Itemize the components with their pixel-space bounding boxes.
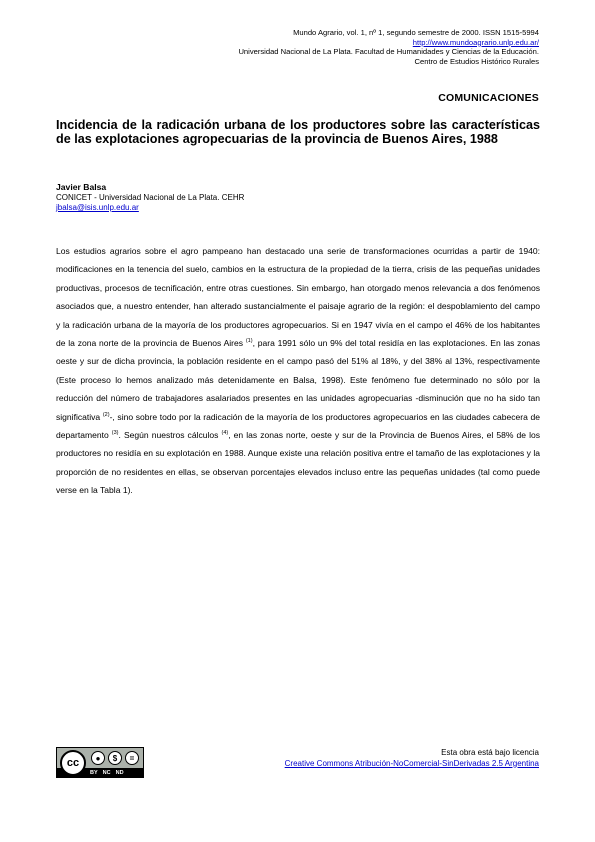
author-name: Javier Balsa [56, 182, 107, 192]
license-notice [285, 748, 539, 769]
cc-condition-icons [91, 751, 139, 765]
author-block [56, 182, 456, 214]
article-title: Incidencia de la radicación urbana de los productores sobre las características de las explotaciones agropecuarias de la provincia de Buenos Aires, 1988 [56, 118, 540, 147]
noncommercial-icon: $ [108, 751, 122, 765]
noderivatives-icon: = [125, 751, 139, 765]
footnote-ref[interactable]: (4) [221, 430, 229, 437]
body-paragraph [56, 242, 540, 500]
footnote-ref[interactable]: (1) [245, 338, 253, 345]
journal-citation: Mundo Agrario, vol. 1, nº 1, segundo semestre de 2000. ISSN 1515-5994 [293, 28, 539, 37]
center-line: Centro de Estudios Histórico Rurales [414, 56, 539, 66]
journal-url-link[interactable]: http://www.mundoagrario.unlp.edu.ar/ [412, 37, 539, 47]
body-text-part: Los estudios agrarios sobre el agro pampeano han destacado una serie de transformaciones ocurridas a partir de 1940: modificaciones en la tenencia del suelo, cambios en la estructura de la propiedad de la tierra, crisis de las pequeñas unidades productivas, procesos de tecnificación, entre otras cuestiones. Sin embargo, han otorgado menos relevancia a dos fenómenos asociados que, a nuestro entender, han alterado sustancialmente el paisaje agrario de la región: el despoblamiento del campo y la radicación urbana de la mayoría de los productores agropecuarios. Si en 1947 vivía en el campo el 46% de los habitantes de la zona norte de la provincia de Buenos Aires [56, 246, 540, 349]
section-label: COMUNICACIONES [438, 92, 539, 104]
author-email-link[interactable]: jbalsa@isis.unlp.edu.ar [56, 203, 139, 212]
journal-header [59, 28, 539, 66]
cc-tag-nc: NC [102, 770, 111, 776]
footnote-ref[interactable]: (3) [111, 430, 119, 437]
body-text-part: , para 1991 sólo un 9% del total residía en las explotaciones. En las zonas oeste y sur de dicha provincia, la población residente en el campo pasó del 51% al 18%, y del 38% al 13%, respectivamente (Este proceso lo hemos analizado más detenidamente en Balsa, 1998). Este fenómeno fue determinado no sólo por la reducción del número de trabajadores asalariados presentes en las unidades agropecuarias -disminución que no ha sido tan significativa [56, 338, 540, 422]
cc-tag-nd: ND [115, 770, 124, 776]
institution-line: Universidad Nacional de La Plata. Facultad de Humanidades y Ciencias de la Educación. [238, 47, 539, 57]
author-affiliation: CONICET - Universidad Nacional de La Plata. CEHR [56, 192, 245, 202]
cc-tags [90, 770, 124, 776]
cc-license-badge[interactable] [56, 747, 144, 778]
cc-icon: cc [60, 750, 86, 776]
attribution-person-icon: ● [91, 751, 105, 765]
body-text-part: -, sino sobre todo por la radicación de la mayoría de los productores agropecuarios en las ciudades cabecera de departamento [56, 411, 540, 441]
body-text-part: . Según nuestros cálculos [118, 430, 222, 441]
cc-tag-by: BY [90, 770, 98, 776]
license-intro: Esta obra está bajo licencia [441, 748, 539, 757]
license-link[interactable]: Creative Commons Atribución-NoComercial-SinDerivadas 2.5 Argentina [284, 758, 539, 768]
footnote-ref[interactable]: (2) [102, 411, 110, 418]
body-text-part: , en las zonas norte, oeste y sur de la Provincia de Buenos Aires, el 58% de los productores no residía en su explotación en 1988. Aunque existe una relación positiva entre el tamaño de las explotaciones y la proporción de no residentes en ellas, se observan porcentajes elevados incluso entre las pequeñas unidades (tal como puede verse en la Tabla 1). [56, 430, 541, 496]
